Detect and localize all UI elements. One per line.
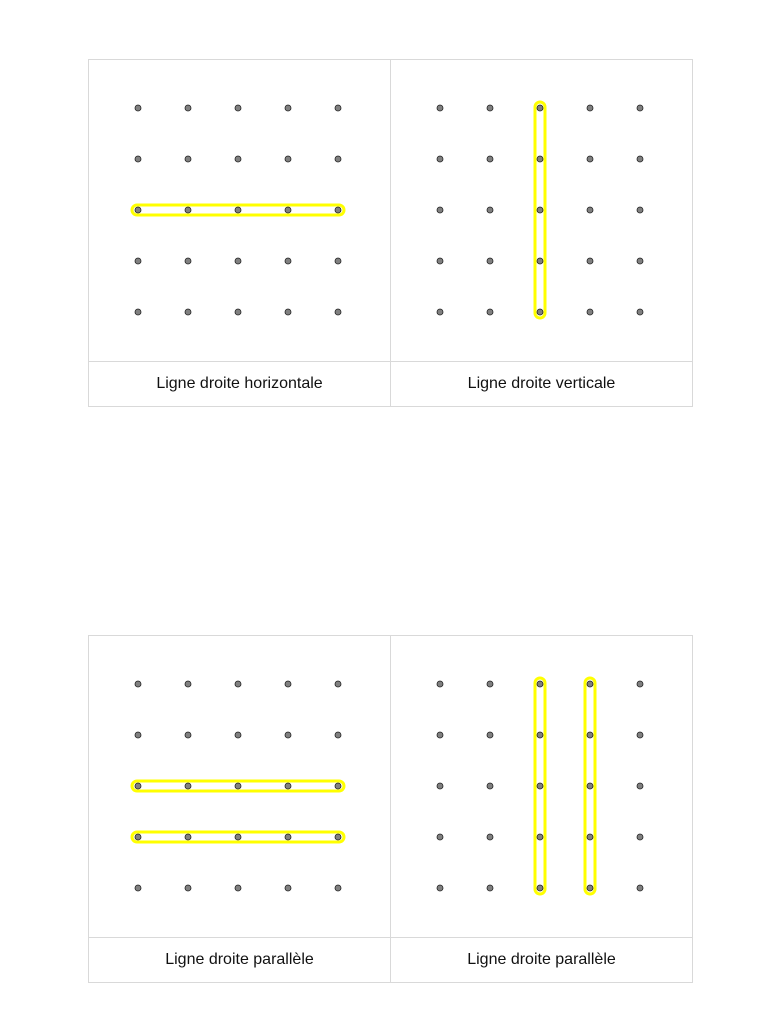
peg-dot	[135, 834, 141, 840]
peg-dot	[235, 681, 241, 687]
peg-dot	[587, 834, 593, 840]
peg-dot	[637, 732, 643, 738]
peg-dot	[587, 783, 593, 789]
geoboard-vertical	[391, 60, 692, 362]
peg-dot	[437, 207, 443, 213]
peg-dot	[285, 258, 291, 264]
peg-dot	[537, 258, 543, 264]
peg-dot	[285, 309, 291, 315]
card-table-1	[88, 59, 693, 407]
peg-dot	[437, 834, 443, 840]
peg-dot	[637, 834, 643, 840]
peg-dot	[587, 207, 593, 213]
peg-dot	[437, 156, 443, 162]
peg-dot	[587, 309, 593, 315]
peg-dot	[587, 105, 593, 111]
peg-dot	[185, 258, 191, 264]
peg-dot	[185, 207, 191, 213]
peg-dot	[487, 156, 493, 162]
peg-dot	[235, 207, 241, 213]
peg-dot	[587, 258, 593, 264]
peg-dot	[235, 783, 241, 789]
peg-dot	[235, 834, 241, 840]
peg-dot	[437, 732, 443, 738]
peg-dot	[135, 732, 141, 738]
peg-dot	[537, 681, 543, 687]
peg-dot	[637, 156, 643, 162]
caption-parallel-vertical: Ligne droite parallèle	[467, 951, 616, 968]
geoboard-svg	[391, 636, 692, 937]
peg-dot	[487, 834, 493, 840]
peg-dot	[637, 681, 643, 687]
peg-dot	[487, 732, 493, 738]
peg-dot	[185, 834, 191, 840]
geoboard-parallel-vertical	[391, 636, 692, 938]
geoboard-horizontal	[89, 60, 391, 362]
peg-dot	[437, 105, 443, 111]
peg-dot	[437, 309, 443, 315]
peg-dot	[235, 258, 241, 264]
peg-dot	[135, 105, 141, 111]
peg-dot	[285, 207, 291, 213]
peg-dot	[235, 732, 241, 738]
peg-dot	[135, 309, 141, 315]
peg-dot	[135, 156, 141, 162]
peg-dot	[437, 783, 443, 789]
peg-dot	[135, 885, 141, 891]
peg-dot	[587, 885, 593, 891]
peg-dot	[537, 105, 543, 111]
peg-dot	[637, 885, 643, 891]
peg-dot	[285, 681, 291, 687]
peg-dot	[185, 681, 191, 687]
peg-dot	[437, 885, 443, 891]
peg-dot	[537, 885, 543, 891]
peg-dot	[235, 309, 241, 315]
peg-dot	[285, 105, 291, 111]
peg-dot	[335, 885, 341, 891]
peg-dot	[235, 105, 241, 111]
peg-dot	[537, 732, 543, 738]
peg-dot	[637, 309, 643, 315]
geoboard-parallel-horizontal	[89, 636, 391, 938]
peg-dot	[587, 732, 593, 738]
peg-dot	[537, 156, 543, 162]
peg-dot	[537, 783, 543, 789]
card-table-2	[88, 635, 693, 983]
peg-dot	[335, 105, 341, 111]
peg-dot	[285, 156, 291, 162]
peg-dot	[487, 207, 493, 213]
peg-dot	[185, 732, 191, 738]
peg-dot	[537, 834, 543, 840]
peg-dot	[135, 207, 141, 213]
peg-dot	[537, 207, 543, 213]
peg-dot	[487, 258, 493, 264]
peg-dot	[335, 783, 341, 789]
peg-dot	[335, 258, 341, 264]
peg-dot	[185, 156, 191, 162]
geoboard-svg	[89, 636, 390, 937]
peg-dot	[487, 885, 493, 891]
peg-dot	[285, 885, 291, 891]
peg-dot	[135, 681, 141, 687]
geoboard-svg	[391, 60, 692, 361]
peg-dot	[487, 105, 493, 111]
caption-parallel-horizontal: Ligne droite parallèle	[89, 938, 391, 982]
peg-dot	[185, 309, 191, 315]
peg-dot	[487, 783, 493, 789]
peg-dot	[587, 156, 593, 162]
peg-dot	[335, 207, 341, 213]
peg-dot	[637, 783, 643, 789]
peg-dot	[135, 258, 141, 264]
caption-vertical: Ligne droite verticale	[467, 375, 616, 392]
peg-dot	[235, 156, 241, 162]
peg-dot	[487, 681, 493, 687]
peg-dot	[335, 732, 341, 738]
peg-dot	[235, 885, 241, 891]
peg-dot	[285, 732, 291, 738]
peg-dot	[335, 834, 341, 840]
peg-dot	[135, 783, 141, 789]
peg-dot	[335, 156, 341, 162]
peg-dot	[185, 783, 191, 789]
peg-dot	[587, 681, 593, 687]
peg-dot	[637, 258, 643, 264]
peg-dot	[285, 783, 291, 789]
peg-dot	[185, 105, 191, 111]
peg-dot	[285, 834, 291, 840]
peg-dot	[637, 105, 643, 111]
peg-dot	[437, 681, 443, 687]
peg-dot	[637, 207, 643, 213]
peg-dot	[335, 681, 341, 687]
geoboard-svg	[89, 60, 390, 361]
caption-horizontal: Ligne droite horizontale	[89, 362, 391, 406]
peg-dot	[335, 309, 341, 315]
peg-dot	[185, 885, 191, 891]
peg-dot	[487, 309, 493, 315]
peg-dot	[437, 258, 443, 264]
peg-dot	[537, 309, 543, 315]
